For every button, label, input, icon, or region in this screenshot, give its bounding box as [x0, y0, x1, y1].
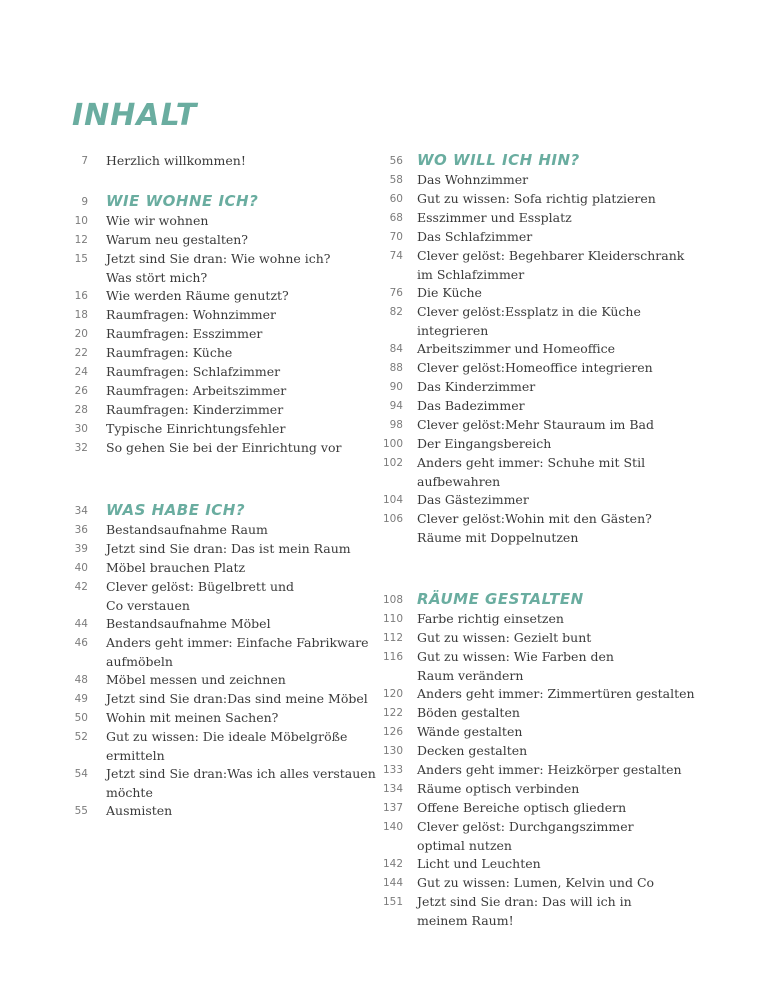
toc-entry[interactable]: [380, 780, 779, 799]
toc-entry-title: [417, 648, 614, 685]
toc-entry-title: [106, 521, 268, 540]
toc-entry-line: Clever gelöst: Durchgangszimmer: [417, 819, 634, 834]
toc-entry[interactable]: [0, 634, 380, 671]
toc-entry-line: Clever gelöst:Mehr Stauraum im Bad: [417, 417, 654, 432]
toc-page-number: 88: [389, 362, 403, 374]
toc-entry-line: So gehen Sie bei der Einrichtung vor: [106, 440, 342, 455]
toc-entry-line: Farbe richtig einsetzen: [417, 611, 564, 626]
toc-entry[interactable]: [380, 454, 779, 491]
toc-entry-line: Decken gestalten: [417, 743, 528, 758]
toc-entry-line: Jetzt sind Sie dran:Das sind meine Möbel: [106, 691, 368, 706]
toc-entry-title: [417, 171, 528, 190]
toc-entry-line: Clever gelöst:Homeoffice integrieren: [417, 360, 653, 375]
toc-entry[interactable]: [380, 303, 779, 340]
toc-entry-line: Die Küche: [417, 285, 482, 300]
toc-page-number: 39: [74, 543, 88, 555]
toc-entry-line: Raumfragen: Kinderzimmer: [106, 402, 284, 417]
toc-entry-line: Das Kinderzimmer: [417, 379, 536, 394]
toc-entry-line: Bestandsaufnahme Raum: [106, 522, 268, 537]
toc-entry-line: Wohin mit meinen Sachen?: [106, 710, 279, 725]
toc-entry[interactable]: [380, 284, 779, 303]
toc-entry-line-continued: Was stört mich?: [106, 269, 208, 285]
toc-entry-line: Clever gelöst:Wohin mit den Gästen?: [417, 511, 652, 526]
toc-entry[interactable]: [0, 401, 380, 420]
toc-entry-line: Anders geht immer: Zimmertüren gestalten: [417, 686, 695, 701]
toc-page-number: 120: [382, 688, 403, 700]
toc-entry-line: Offene Bereiche optisch gliedern: [417, 800, 627, 815]
toc-entry[interactable]: [380, 340, 779, 359]
toc-entry-line: Raumfragen: Arbeitszimmer: [106, 383, 287, 398]
toc-entry[interactable]: [380, 378, 779, 397]
toc-page-number: 68: [389, 212, 403, 224]
toc-entry-title: [106, 363, 280, 382]
toc-entry-title: [106, 231, 248, 250]
toc-page-number: 9: [81, 196, 88, 208]
toc-section-title: [106, 500, 245, 521]
toc-entry-title: [106, 382, 286, 401]
toc-page-number: 34: [74, 505, 88, 517]
toc-page-number: 126: [382, 726, 403, 738]
toc-entry-line: Raumfragen: Esszimmer: [106, 326, 263, 341]
toc-page-number: 102: [382, 457, 403, 469]
toc-entry-line: Räume optisch verbinden: [417, 781, 580, 796]
toc-page-number: 58: [389, 174, 403, 186]
toc-entry-line: Möbel brauchen Platz: [106, 560, 246, 575]
toc-page-number: 90: [389, 381, 403, 393]
toc-entry-title: [417, 340, 615, 359]
toc-entry-title: [106, 344, 232, 363]
toc-entry[interactable]: [0, 728, 380, 765]
toc-entry[interactable]: [0, 709, 380, 728]
toc-page-number: 112: [382, 632, 403, 644]
toc-entry[interactable]: [0, 540, 380, 559]
toc-page-number: 70: [389, 231, 403, 243]
toc-entry[interactable]: [380, 359, 779, 378]
toc-entry[interactable]: [0, 578, 380, 615]
toc-page-number: 20: [74, 328, 88, 340]
toc-entry-line: Typische Einrichtungsfehler: [106, 421, 286, 436]
toc-page-number: 7: [81, 155, 88, 167]
toc-entry-line: Anders geht immer: Heizkörper gestalten: [417, 762, 682, 777]
toc-entry-line: Gut zu wissen: Sofa richtig platzieren: [417, 191, 656, 206]
toc-entry-line-continued: aufbewahren: [417, 473, 501, 489]
toc-entry[interactable]: [380, 629, 779, 648]
toc-entry-title: [417, 874, 654, 893]
toc-entry-line: Arbeitszimmer und Homeoffice: [417, 341, 616, 356]
toc-entry-line-continued: ermitteln: [106, 747, 165, 763]
toc-entry-title: [417, 397, 525, 416]
toc-entry-title: [417, 723, 522, 742]
toc-entry-title: [417, 378, 535, 397]
toc-entry[interactable]: [0, 152, 380, 171]
toc-entry[interactable]: [0, 250, 380, 287]
toc-entry[interactable]: [380, 209, 779, 228]
toc-entry[interactable]: [0, 363, 380, 382]
toc-page-number: 76: [389, 287, 403, 299]
toc-page-number: 142: [382, 858, 403, 870]
toc-entry[interactable]: [380, 171, 779, 190]
toc-entry-title: [417, 359, 653, 378]
toc-entry[interactable]: [380, 397, 779, 416]
section-spacer: [380, 547, 779, 589]
toc-entry-title: [417, 704, 520, 723]
toc-page-number: 22: [74, 347, 88, 359]
toc-entry-line: WIE WOHNE ICH?: [106, 192, 259, 210]
toc-page-number: 140: [382, 821, 403, 833]
toc-page-number: 110: [382, 613, 403, 625]
toc-entry-line: Wie werden Räume genutzt?: [106, 288, 289, 303]
toc-entry[interactable]: [0, 615, 380, 634]
toc-entry-line: Das Schlafzimmer: [417, 229, 533, 244]
toc-page-number: 94: [389, 400, 403, 412]
toc-entry[interactable]: [0, 671, 380, 690]
toc-entry-line: WAS HABE ICH?: [106, 501, 246, 519]
toc-entry[interactable]: [380, 685, 779, 704]
toc-entry-line: Esszimmer und Essplatz: [417, 210, 572, 225]
toc-entry-line: Raumfragen: Küche: [106, 345, 233, 360]
toc-entry-title: [106, 765, 376, 802]
toc-entry[interactable]: [380, 704, 779, 723]
toc-entry-title: [106, 671, 286, 690]
toc-page-number: 15: [74, 253, 88, 265]
toc-column-right: [380, 150, 779, 930]
toc-entry-line: Clever gelöst: Bügelbrett und: [106, 579, 295, 594]
toc-entry-line-continued: Räume mit Doppelnutzen: [417, 529, 579, 545]
toc-entry[interactable]: [380, 228, 779, 247]
toc-entry-line: Gut zu wissen: Wie Farben den: [417, 649, 614, 664]
toc-page-number: 151: [382, 896, 403, 908]
toc-entry-line: Jetzt sind Sie dran: Das will ich in: [417, 894, 632, 909]
toc-entry-title: [106, 559, 245, 578]
toc-page-number: 52: [74, 731, 88, 743]
toc-entry-title: [417, 742, 527, 761]
toc-entry-title: [417, 247, 684, 284]
toc-entry-line: WO WILL ICH HIN?: [417, 151, 580, 169]
toc-page-number: 54: [74, 768, 88, 780]
toc-entry-title: [106, 287, 289, 306]
toc-entry[interactable]: [380, 893, 779, 930]
toc-entry-line: Jetzt sind Sie dran: Wie wohne ich?: [106, 251, 331, 266]
toc-entry-title: [417, 416, 654, 435]
toc-page-number: 144: [382, 877, 403, 889]
toc-entry-line: Bestandsaufnahme Möbel: [106, 616, 271, 631]
toc-page-number: 130: [382, 745, 403, 757]
toc-entry-line: Herzlich willkommen!: [106, 153, 246, 168]
toc-entry[interactable]: [380, 761, 779, 780]
toc-entry-title: [417, 454, 645, 491]
toc-page-number: 55: [74, 805, 88, 817]
toc-entry[interactable]: [380, 818, 779, 855]
toc-column-left: [0, 152, 380, 821]
section-spacer: [0, 171, 380, 191]
toc-entry[interactable]: [380, 742, 779, 761]
toc-section-title: [417, 150, 580, 171]
toc-section-title: [417, 589, 584, 610]
toc-entry-title: [106, 690, 368, 709]
toc-page-number: 26: [74, 385, 88, 397]
toc-entry-line: Anders geht immer: Schuhe mit Stil: [417, 455, 646, 470]
toc-page-number: 48: [74, 674, 88, 686]
toc-entry-title: [106, 212, 208, 231]
toc-entry[interactable]: [380, 416, 779, 435]
toc-entry[interactable]: [0, 382, 380, 401]
toc-entry-line-continued: Co verstauen: [106, 597, 190, 613]
toc-entry-title: [417, 284, 482, 303]
toc-entry-title: [417, 491, 529, 510]
toc-page-number: 60: [389, 193, 403, 205]
toc-page-number: 56: [389, 155, 403, 167]
toc-entry-line-continued: möchte: [106, 784, 153, 800]
toc-entry[interactable]: [380, 610, 779, 629]
toc-entry[interactable]: [380, 190, 779, 209]
toc-entry[interactable]: [380, 874, 779, 893]
toc-page-number: 18: [74, 309, 88, 321]
toc-entry-line: Möbel messen und zeichnen: [106, 672, 286, 687]
toc-entry-title: [417, 510, 652, 547]
toc-entry-title: [106, 634, 369, 671]
toc-entry[interactable]: [0, 212, 380, 231]
toc-entry-title: [417, 303, 641, 340]
toc-entry-line: Clever gelöst:Essplatz in die Küche: [417, 304, 641, 319]
toc-entry[interactable]: [0, 231, 380, 250]
toc-page-number: 84: [389, 343, 403, 355]
toc-entry[interactable]: [380, 855, 779, 874]
toc-section-heading[interactable]: [0, 500, 380, 521]
toc-entry-title: [417, 893, 632, 930]
toc-section-title: [106, 191, 258, 212]
toc-entry-line: Licht und Leuchten: [417, 856, 541, 871]
toc-entry[interactable]: [380, 799, 779, 818]
toc-page-number: 122: [382, 707, 403, 719]
toc-entry-line: RÄUME GESTALTEN: [417, 590, 584, 608]
toc-entry-line: Jetzt sind Sie dran:Was ich alles verstauen: [106, 766, 376, 781]
toc-entry-title: [417, 685, 695, 704]
toc-entry-line: Der Eingangsbereich: [417, 436, 552, 451]
toc-entry-line-continued: meinem Raum!: [417, 912, 514, 928]
toc-section-heading[interactable]: [0, 191, 380, 212]
toc-entry-title: [106, 152, 246, 171]
toc-entry-line: Böden gestalten: [417, 705, 520, 720]
toc-entry-title: [417, 761, 682, 780]
toc-entry-line-continued: im Schlafzimmer: [417, 266, 525, 282]
toc-page-number: 36: [74, 524, 88, 536]
toc-page-number: 106: [382, 513, 403, 525]
toc-entry-title: [106, 540, 351, 559]
toc-entry-line: Anders geht immer: Einfache Fabrikware: [106, 635, 369, 650]
toc-entry-line: Raumfragen: Wohnzimmer: [106, 307, 277, 322]
toc-entry-line-continued: aufmöbeln: [106, 653, 173, 669]
toc-entry-title: [417, 855, 541, 874]
toc-entry-title: [106, 325, 262, 344]
toc-entry-title: [106, 615, 271, 634]
toc-entry[interactable]: [0, 690, 380, 709]
toc-entry-title: [106, 728, 347, 765]
toc-entry-line: Warum neu gestalten?: [106, 232, 248, 247]
toc-page-number: 40: [74, 562, 88, 574]
toc-entry-title: [106, 802, 172, 821]
toc-page-number: 116: [382, 651, 403, 663]
toc-page-number: 133: [382, 764, 403, 776]
toc-entry-line: Raumfragen: Schlafzimmer: [106, 364, 281, 379]
toc-entry[interactable]: [0, 287, 380, 306]
toc-page-number: 49: [74, 693, 88, 705]
toc-entry-line-continued: optimal nutzen: [417, 837, 512, 853]
toc-entry-title: [417, 780, 579, 799]
toc-entry-line: Das Badezimmer: [417, 398, 525, 413]
toc-entry[interactable]: [380, 723, 779, 742]
toc-page-number: 10: [74, 215, 88, 227]
toc-page-number: 100: [382, 438, 403, 450]
toc-page-number: 46: [74, 637, 88, 649]
toc-section-heading[interactable]: [380, 589, 779, 610]
toc-entry-title: [106, 578, 294, 615]
toc-entry-title: [106, 420, 285, 439]
toc-page-number: 16: [74, 290, 88, 302]
toc-entry-line: Das Gästezimmer: [417, 492, 529, 507]
toc-page-number: 108: [382, 594, 403, 606]
page-title: INHALT: [72, 98, 198, 133]
toc-entry[interactable]: [0, 765, 380, 802]
toc-entry[interactable]: [0, 559, 380, 578]
toc-page-number: 137: [382, 802, 403, 814]
toc-entry-title: [106, 401, 283, 420]
toc-entry[interactable]: [380, 648, 779, 685]
toc-page-number: 24: [74, 366, 88, 378]
toc-entry-title: [417, 818, 634, 855]
toc-page-number: 98: [389, 419, 403, 431]
toc-entry-line-continued: integrieren: [417, 322, 489, 338]
toc-page-number: 74: [389, 250, 403, 262]
toc-entry-line-continued: Raum verändern: [417, 667, 524, 683]
toc-entry[interactable]: [380, 435, 779, 454]
toc-entry-line: Jetzt sind Sie dran: Das ist mein Raum: [106, 541, 351, 556]
toc-entry-title: [106, 709, 278, 728]
toc-entry-title: [417, 610, 564, 629]
toc-entry-title: [417, 629, 591, 648]
toc-entry[interactable]: [380, 491, 779, 510]
toc-entry[interactable]: [0, 344, 380, 363]
toc-entry[interactable]: [0, 802, 380, 821]
toc-entry-line: Wie wir wohnen: [106, 213, 209, 228]
toc-page-number: 30: [74, 423, 88, 435]
toc-section-heading[interactable]: [380, 150, 779, 171]
toc-entry[interactable]: [0, 420, 380, 439]
toc-page-number: 32: [74, 442, 88, 454]
toc-entry-title: [417, 190, 656, 209]
toc-page-number: 134: [382, 783, 403, 795]
toc-entry-line: Das Wohnzimmer: [417, 172, 529, 187]
toc-page-number: 44: [74, 618, 88, 630]
toc-entry-title: [106, 306, 276, 325]
toc-page-number: 104: [382, 494, 403, 506]
toc-entry-title: [106, 439, 341, 458]
toc-entry-line: Gut zu wissen: Lumen, Kelvin und Co: [417, 875, 655, 890]
toc-entry-line: Gut zu wissen: Die ideale Möbelgröße: [106, 729, 348, 744]
toc-entry[interactable]: [380, 510, 779, 547]
toc-entry-title: [417, 228, 532, 247]
toc-entry-title: [417, 435, 551, 454]
section-spacer: [0, 458, 380, 500]
toc-entry-title: [417, 799, 626, 818]
toc-page-number: 42: [74, 581, 88, 593]
toc-entry-line: Ausmisten: [106, 803, 173, 818]
toc-entry-line: Gut zu wissen: Gezielt bunt: [417, 630, 592, 645]
toc-entry[interactable]: [0, 521, 380, 540]
toc-entry[interactable]: [380, 247, 779, 284]
toc-entry-line: Wände gestalten: [417, 724, 523, 739]
toc-page-number: 82: [389, 306, 403, 318]
toc-entry[interactable]: [0, 325, 380, 344]
toc-entry-title: [417, 209, 572, 228]
toc-page-number: 50: [74, 712, 88, 724]
toc-entry-line: Clever gelöst: Begehbarer Kleiderschrank: [417, 248, 685, 263]
toc-entry[interactable]: [0, 306, 380, 325]
toc-entry[interactable]: [0, 439, 380, 458]
toc-page-number: 28: [74, 404, 88, 416]
toc-page-number: 12: [74, 234, 88, 246]
toc-entry-title: [106, 250, 331, 287]
